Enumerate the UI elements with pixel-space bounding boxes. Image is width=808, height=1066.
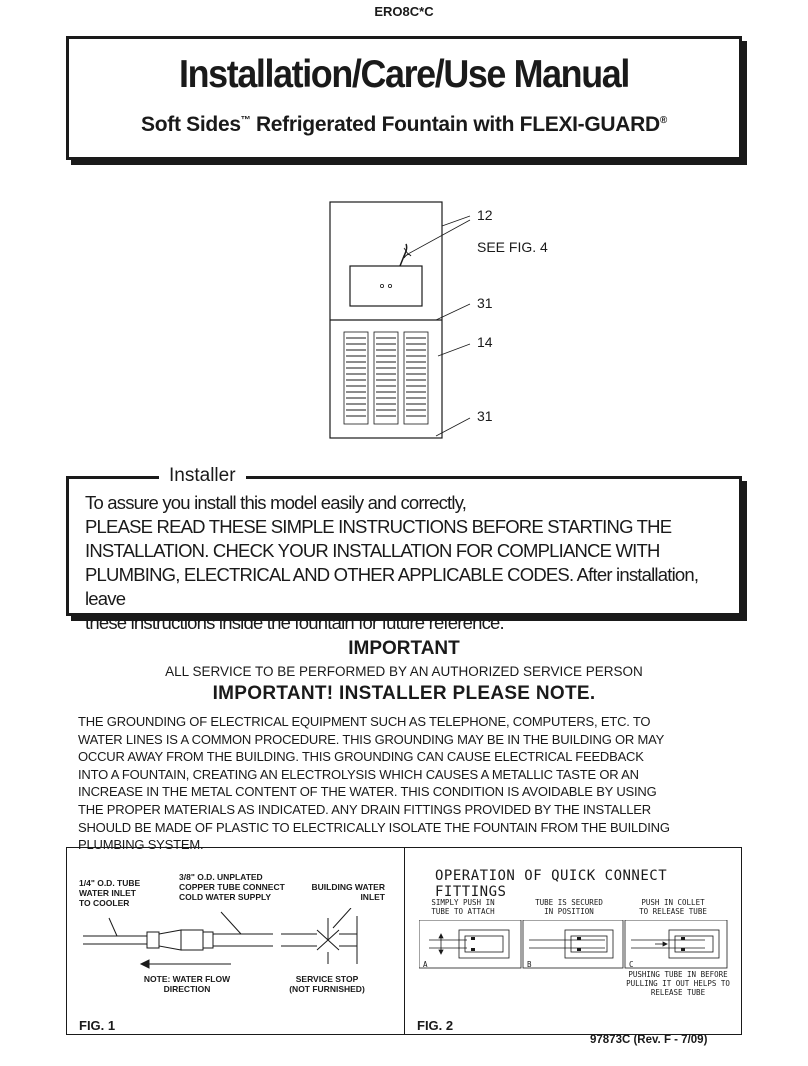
- fig2-label-b: B: [527, 960, 532, 969]
- grounding-paragraph: [78, 713, 738, 854]
- installer-line-1: To assure you install this model easily and correctly,: [85, 492, 467, 513]
- fig2-step-a-text: SIMPLY PUSH IN TUBE TO ATTACH: [431, 898, 495, 916]
- fig2-fitting-diagrams: [419, 920, 729, 970]
- installer-note-heading: IMPORTANT! INSTALLER PLEASE NOTE.: [212, 683, 596, 704]
- trademark-symbol: ™: [240, 115, 251, 126]
- fig1-service-stop-label: SERVICE STOP (NOT FURNISHED): [289, 974, 365, 994]
- grounding-line: THE PROPER MATERIALS AS INDICATED. ANY DRAIN FITTINGS PROVIDED BY THE INSTALLER: [78, 801, 651, 817]
- installer-line-5: these instructions inside the fountain for future reference.: [85, 612, 504, 633]
- grounding-line: INTO A FOUNTAIN, CREATING AN ELECTROLYSIS WHICH CAUSES A METALLIC TASTE OR AN: [78, 766, 639, 782]
- fig2-label-c: C: [629, 960, 634, 969]
- callout-14: 14: [477, 334, 493, 350]
- fig1-piping-diagram: [81, 908, 397, 974]
- figures-box: [66, 847, 742, 1035]
- callout-31-bottom: 31: [477, 408, 493, 424]
- callout-31-top: 31: [477, 295, 493, 311]
- fig1-flow-label: NOTE: WATER FLOW DIRECTION: [143, 974, 231, 994]
- subtitle-product: Refrigerated Fountain with FLEXI-GUARD: [250, 113, 660, 136]
- fig2-step-c-text: PUSH IN COLLET TO RELEASE TUBE: [639, 898, 707, 916]
- installer-line-2: PLEASE READ THESE SIMPLE INSTRUCTIONS BEFORE STARTING THE: [85, 516, 672, 537]
- installer-line-3: INSTALLATION. CHECK YOUR INSTALLATION FOR COMPLIANCE WITH: [85, 540, 660, 561]
- installer-label: Installer: [159, 465, 246, 487]
- fountain-illustration: [320, 196, 480, 446]
- important-heading: IMPORTANT: [348, 638, 460, 659]
- grounding-line: THE GROUNDING OF ELECTRICAL EQUIPMENT SUCH AS TELEPHONE, COMPUTERS, ETC. TO: [78, 714, 651, 729]
- fig2-step-b-text: TUBE IS SECURED IN POSITION: [535, 898, 603, 916]
- fig1-inlet-label: BUILDING WATER INLET: [311, 882, 385, 902]
- fig1-copper-label: 3/8" O.D. UNPLATED COPPER TUBE CONNECT COLD WATER SUPPLY: [179, 872, 285, 902]
- grounding-line: SHOULD BE MADE OF PLASTIC TO ELECTRICALLY ISOLATE THE FOUNTAIN FROM THE BUILDING: [78, 819, 670, 835]
- subtitle-brand: Soft Sides: [141, 113, 241, 136]
- callout-12: 12: [477, 207, 493, 223]
- fig1-tube-label: 1/4" O.D. TUBE WATER INLET TO COOLER: [79, 878, 141, 908]
- callout-see-fig-4: SEE FIG. 4: [477, 239, 548, 255]
- fig1-label: FIG. 1: [79, 1018, 116, 1033]
- fig2-label: FIG. 2: [417, 1018, 454, 1033]
- model-number: ERO8C*C: [374, 4, 434, 19]
- installer-notice-box: [66, 465, 742, 633]
- revision-footer: 97873C (Rev. F - 7/09): [590, 1034, 708, 1046]
- fig2-release-note: PUSHING TUBE IN BEFORE PULLING IT OUT HELPS TO RELEASE TUBE: [626, 970, 730, 997]
- grounding-line: WATER LINES IS A COMMON PROCEDURE. THIS GROUNDING MAY BE IN THE BUILDING OR MAY: [78, 731, 665, 747]
- manual-title: Installation/Care/Use Manual: [179, 53, 629, 96]
- installer-line-4: PLUMBING, ELECTRICAL AND OTHER APPLICABLE CODES. After installation, leave: [85, 564, 699, 609]
- grounding-line: PLUMBING SYSTEM.: [78, 837, 204, 853]
- fig2-label-a: A: [423, 960, 428, 969]
- title-box: [66, 36, 742, 160]
- installer-text: [85, 491, 729, 635]
- grounding-line: OCCUR AWAY FROM THE BUILDING. THIS GROUNDING CAN CAUSE ELECTRICAL FEEDBACK: [78, 749, 644, 765]
- figure-divider: [404, 848, 405, 1034]
- service-notice: ALL SERVICE TO BE PERFORMED BY AN AUTHORIZED SERVICE PERSON: [165, 664, 643, 679]
- manual-subtitle: [69, 113, 739, 137]
- fig2-title: OPERATION OF QUICK CONNECT FITTINGS: [435, 868, 668, 900]
- grounding-line: INCREASE IN THE METAL CONTENT OF THE WATER. THIS CONDITION IS AVOIDABLE BY USING: [78, 784, 657, 800]
- registered-symbol: ®: [659, 115, 667, 126]
